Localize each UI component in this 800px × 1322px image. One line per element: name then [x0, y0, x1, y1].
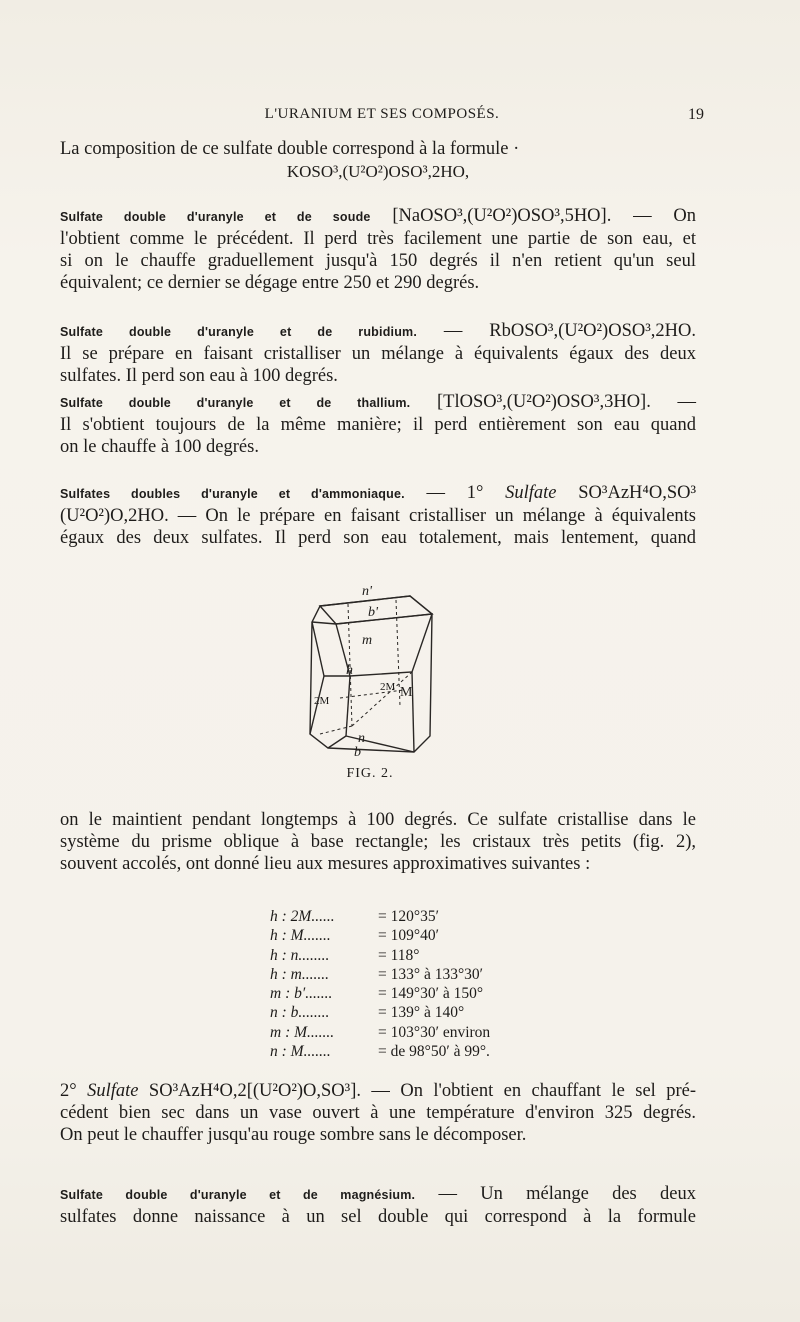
- label-b-prime: b': [368, 605, 378, 620]
- magnesium-title: Sulfate double d'uranyle et de magnésium.: [60, 1188, 416, 1202]
- measure-value: = 133° à 133°30′: [378, 965, 484, 983]
- measurement-table: [270, 907, 600, 1061]
- soude-line-3: si on le chauffe graduellement jusqu'à 150 degrés il n'en retient qu'un seul: [60, 251, 696, 271]
- running-head: [60, 106, 704, 130]
- measure-row: [270, 1003, 600, 1022]
- label-2m-left: 2M: [314, 695, 330, 707]
- measure-row: [270, 946, 600, 965]
- second-sulfate-word: Sulfate: [87, 1081, 139, 1101]
- section-magnesium: [60, 1183, 696, 1228]
- measure-label: n : b........: [270, 1004, 330, 1022]
- second-sulfate-line-2: cédent bien sec dans un vase ouvert à une température d'environ 325 degrés.: [60, 1103, 696, 1123]
- section-ammoniaque: [60, 482, 696, 549]
- second-sulfate-line-3: On peut le chauffer jusqu'au rouge sombre sans le décomposer.: [60, 1125, 527, 1145]
- page-number: 19: [688, 106, 704, 123]
- para-composition-line: La composition de ce sulfate double correspond à la formule ·: [60, 139, 520, 159]
- rubidium-title: Sulfate double d'uranyle et de rubidium.: [60, 325, 418, 339]
- ammoniaque-line-2: (U²O²)O,2HO. — On le prépare en faisant cristalliser un mélange à équivalents: [60, 506, 696, 526]
- ammoniaque-formula: SO³AzH⁴O,SO³: [578, 483, 697, 503]
- measure-row: [270, 1042, 600, 1061]
- figure-caption: FIG. 2.: [346, 766, 394, 781]
- magnesium-text: — Un mélange des deux: [438, 1184, 696, 1204]
- section-rubidium: [60, 320, 696, 387]
- second-sulfate-lead: 2°: [60, 1081, 77, 1101]
- measure-value: = 103°30′ environ: [378, 1023, 491, 1041]
- thallium-line-3: on le chauffe à 100 degrés.: [60, 437, 259, 457]
- label-big-m: M: [400, 685, 413, 700]
- ammoniaque-line-3: égaux des deux sulfates. Il perd son eau totalement, mais lentement, quand: [60, 528, 696, 548]
- measure-row: [270, 926, 600, 945]
- label-n-prime: n': [362, 586, 372, 599]
- rubidium-line-1: [60, 320, 696, 343]
- measure-row: [270, 984, 600, 1003]
- measure-label: h : m.......: [270, 965, 329, 983]
- formula-potassium: KOSO³,(U²O²)OSO³,2HO,: [286, 162, 470, 181]
- soude-line-4: équivalent; ce dernier se dégage entre 250 et 290 degrés.: [60, 273, 480, 293]
- soude-line-1: [60, 205, 696, 228]
- section-thallium: [60, 391, 696, 458]
- section-second-sulfate: [60, 1080, 696, 1146]
- soude-line-2: l'obtient comme le précédent. Il perd très facilement une partie de son eau, et: [60, 229, 696, 249]
- measure-label: m : M.......: [270, 1023, 335, 1041]
- measure-value: = 139° à 140°: [378, 1004, 465, 1022]
- ammoniaque-title: Sulfates doubles d'uranyle et d'ammoniaque.: [60, 487, 405, 501]
- ammoniaque-sulfate-word: Sulfate: [505, 483, 557, 503]
- label-m: m: [362, 633, 373, 648]
- measure-value: = 120°35′: [378, 908, 439, 925]
- magnesium-line-1: [60, 1183, 696, 1206]
- label-b: b: [354, 745, 361, 760]
- measure-label: h : M.......: [270, 927, 331, 945]
- label-2m-right: 2M: [380, 681, 396, 693]
- section-crystal-text: [60, 809, 696, 875]
- rubidium-formula: — RbOSO³,(U²O²)OSO³,2HO.: [443, 321, 696, 341]
- soude-title: Sulfate double d'uranyle et de soude: [60, 210, 371, 224]
- thallium-formula: [TlOSO³,(U²O²)OSO³,3HO]. —: [436, 392, 696, 412]
- para-composition: [60, 138, 696, 160]
- rubidium-line-3: sulfates. Il perd son eau à 100 degrés.: [60, 366, 338, 386]
- crystal-figure: [300, 586, 440, 761]
- section-soude: [60, 205, 696, 294]
- measure-label: h : 2M......: [270, 908, 335, 925]
- measure-row: [270, 907, 600, 926]
- magnesium-line-2: sulfates donne naissance à un sel double qui correspond à la formule: [60, 1207, 696, 1227]
- thallium-line-2: Il s'obtient toujours de la même manière; il perd entièrement son eau quand: [60, 415, 696, 435]
- measure-value: = 109°40′: [378, 927, 439, 945]
- rubidium-line-2: Il se prépare en faisant cristalliser un mélange à équivalents égaux des deux: [60, 344, 696, 364]
- thallium-line-1: [60, 391, 696, 414]
- measure-label: m : b′.......: [270, 985, 333, 1003]
- ammoniaque-number: — 1°: [426, 483, 484, 503]
- thallium-title: Sulfate double d'uranyle et de thallium.: [60, 396, 411, 410]
- soude-formula: [NaOSO³,(U²O²)OSO³,5HO]. — On: [392, 206, 696, 226]
- ammoniaque-line-1: [60, 482, 696, 505]
- running-title: L'URANIUM ET SES COMPOSÉS.: [264, 106, 500, 122]
- measure-value: = 118°: [378, 946, 420, 964]
- second-sulfate-formula: SO³AzH⁴O,2[(U²O²)O,SO³]. — On l'obtient en chauffant le sel pré-: [148, 1081, 697, 1101]
- label-h: h: [346, 663, 353, 678]
- measure-row: [270, 965, 600, 984]
- crystal-line-2: système du prisme oblique à base rectangle; les cristaux très petits (fig. 2),: [60, 832, 696, 852]
- second-sulfate-line-1: [60, 1080, 696, 1102]
- measure-label: h : n........: [270, 946, 330, 964]
- measure-label: n : M.......: [270, 1043, 331, 1061]
- crystal-line-1: on le maintient pendant longtemps à 100 degrés. Ce sulfate cristallise dans le: [60, 810, 696, 830]
- measure-value: = 149°30′ à 150°: [378, 985, 484, 1003]
- label-n: n: [358, 731, 365, 746]
- crystal-line-3: souvent accolés, ont donné lieu aux mesures approximatives suivantes :: [60, 854, 591, 874]
- measure-value: = de 98°50′ à 99°.: [378, 1043, 490, 1061]
- measure-row: [270, 1023, 600, 1042]
